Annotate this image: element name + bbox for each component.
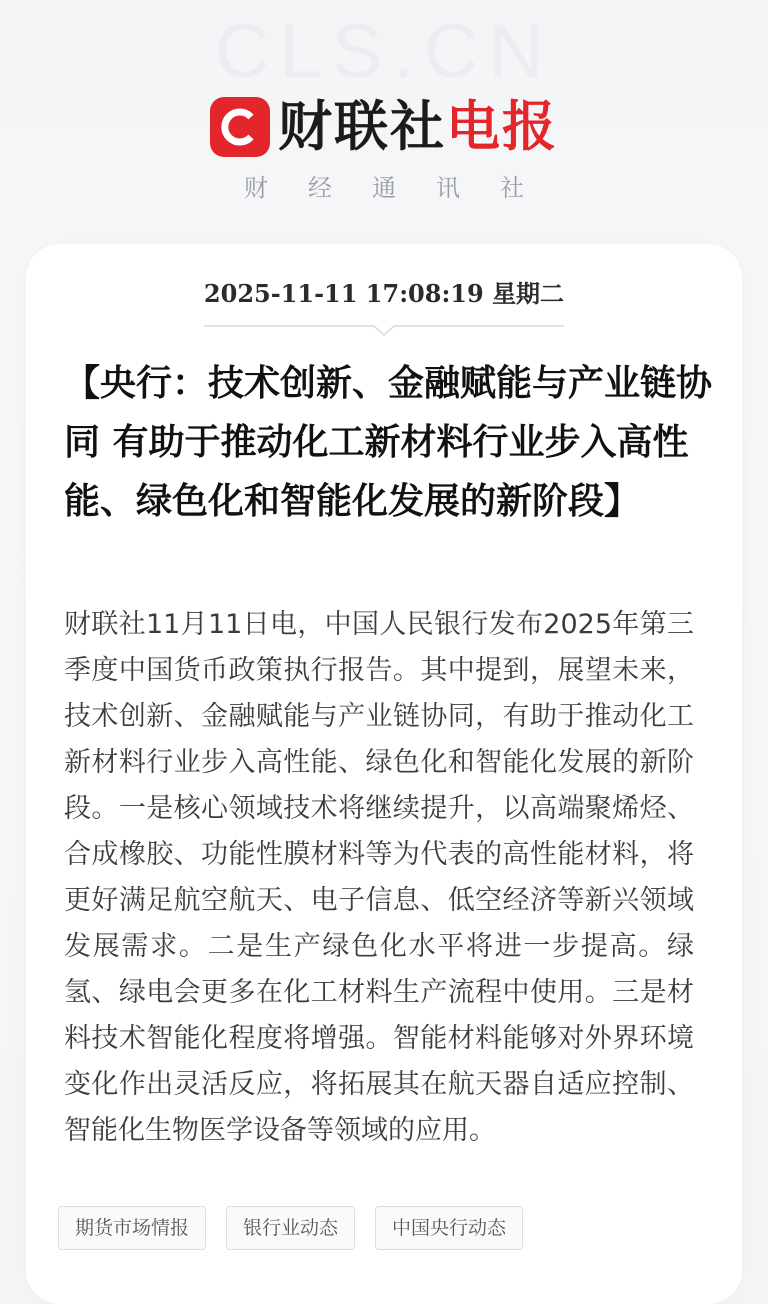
tag-futures-market[interactable]: 期货市场情报 bbox=[58, 1206, 206, 1250]
publish-datetime: 2025-11-11 17:08:19 星期二 bbox=[203, 279, 565, 308]
c-letter-icon bbox=[221, 108, 259, 146]
watermark: CLS.CN bbox=[214, 9, 554, 94]
article-headline: 【央行：技术创新、金融赋能与产业链协同 有助于推动化工新材料行业步入高性能、绿色化和智能化发展的新阶段】 bbox=[64, 363, 713, 522]
tag-list bbox=[58, 1206, 523, 1250]
datetime-divider bbox=[204, 324, 564, 338]
tagline: 财经通讯社 bbox=[244, 174, 564, 202]
tag-pboc-news[interactable]: 中国央行动态 bbox=[375, 1206, 523, 1250]
brand-name: 财联社 bbox=[278, 95, 446, 158]
header bbox=[0, 0, 768, 240]
brand-accent: 电报 bbox=[446, 95, 558, 158]
brand-logo bbox=[0, 92, 768, 162]
cls-c-logo-icon bbox=[210, 97, 270, 157]
telegraph-card bbox=[26, 244, 742, 1304]
article-body: 财联社11月11日电，中国人民银行发布2025年第三季度中国货币政策执行报告。其中提到，展望未来，技术创新、金融赋能与产业链协同，有助于推动化工新材料行业步入高性能、绿色化和智能化发展的新阶段。一是核心领域技术将继续提升，以高端聚烯烃、合成橡胶、功能性膜材料等为代表的高性能材料，将更好满足航空航天、电子信息、低空经济等新兴领域发展需求。二是生产绿色化水平将进一步提高。绿氢、绿电会更多在化工材料生产流程中使用。三是材料技术智能化程度将增强。智能材料能够对外界环境变化作出灵活反应，将拓展其在航天器自适应控制、智能化生物医学设备等领域的应用。 bbox=[64, 609, 694, 1146]
tag-banking-news[interactable]: 银行业动态 bbox=[226, 1206, 355, 1250]
